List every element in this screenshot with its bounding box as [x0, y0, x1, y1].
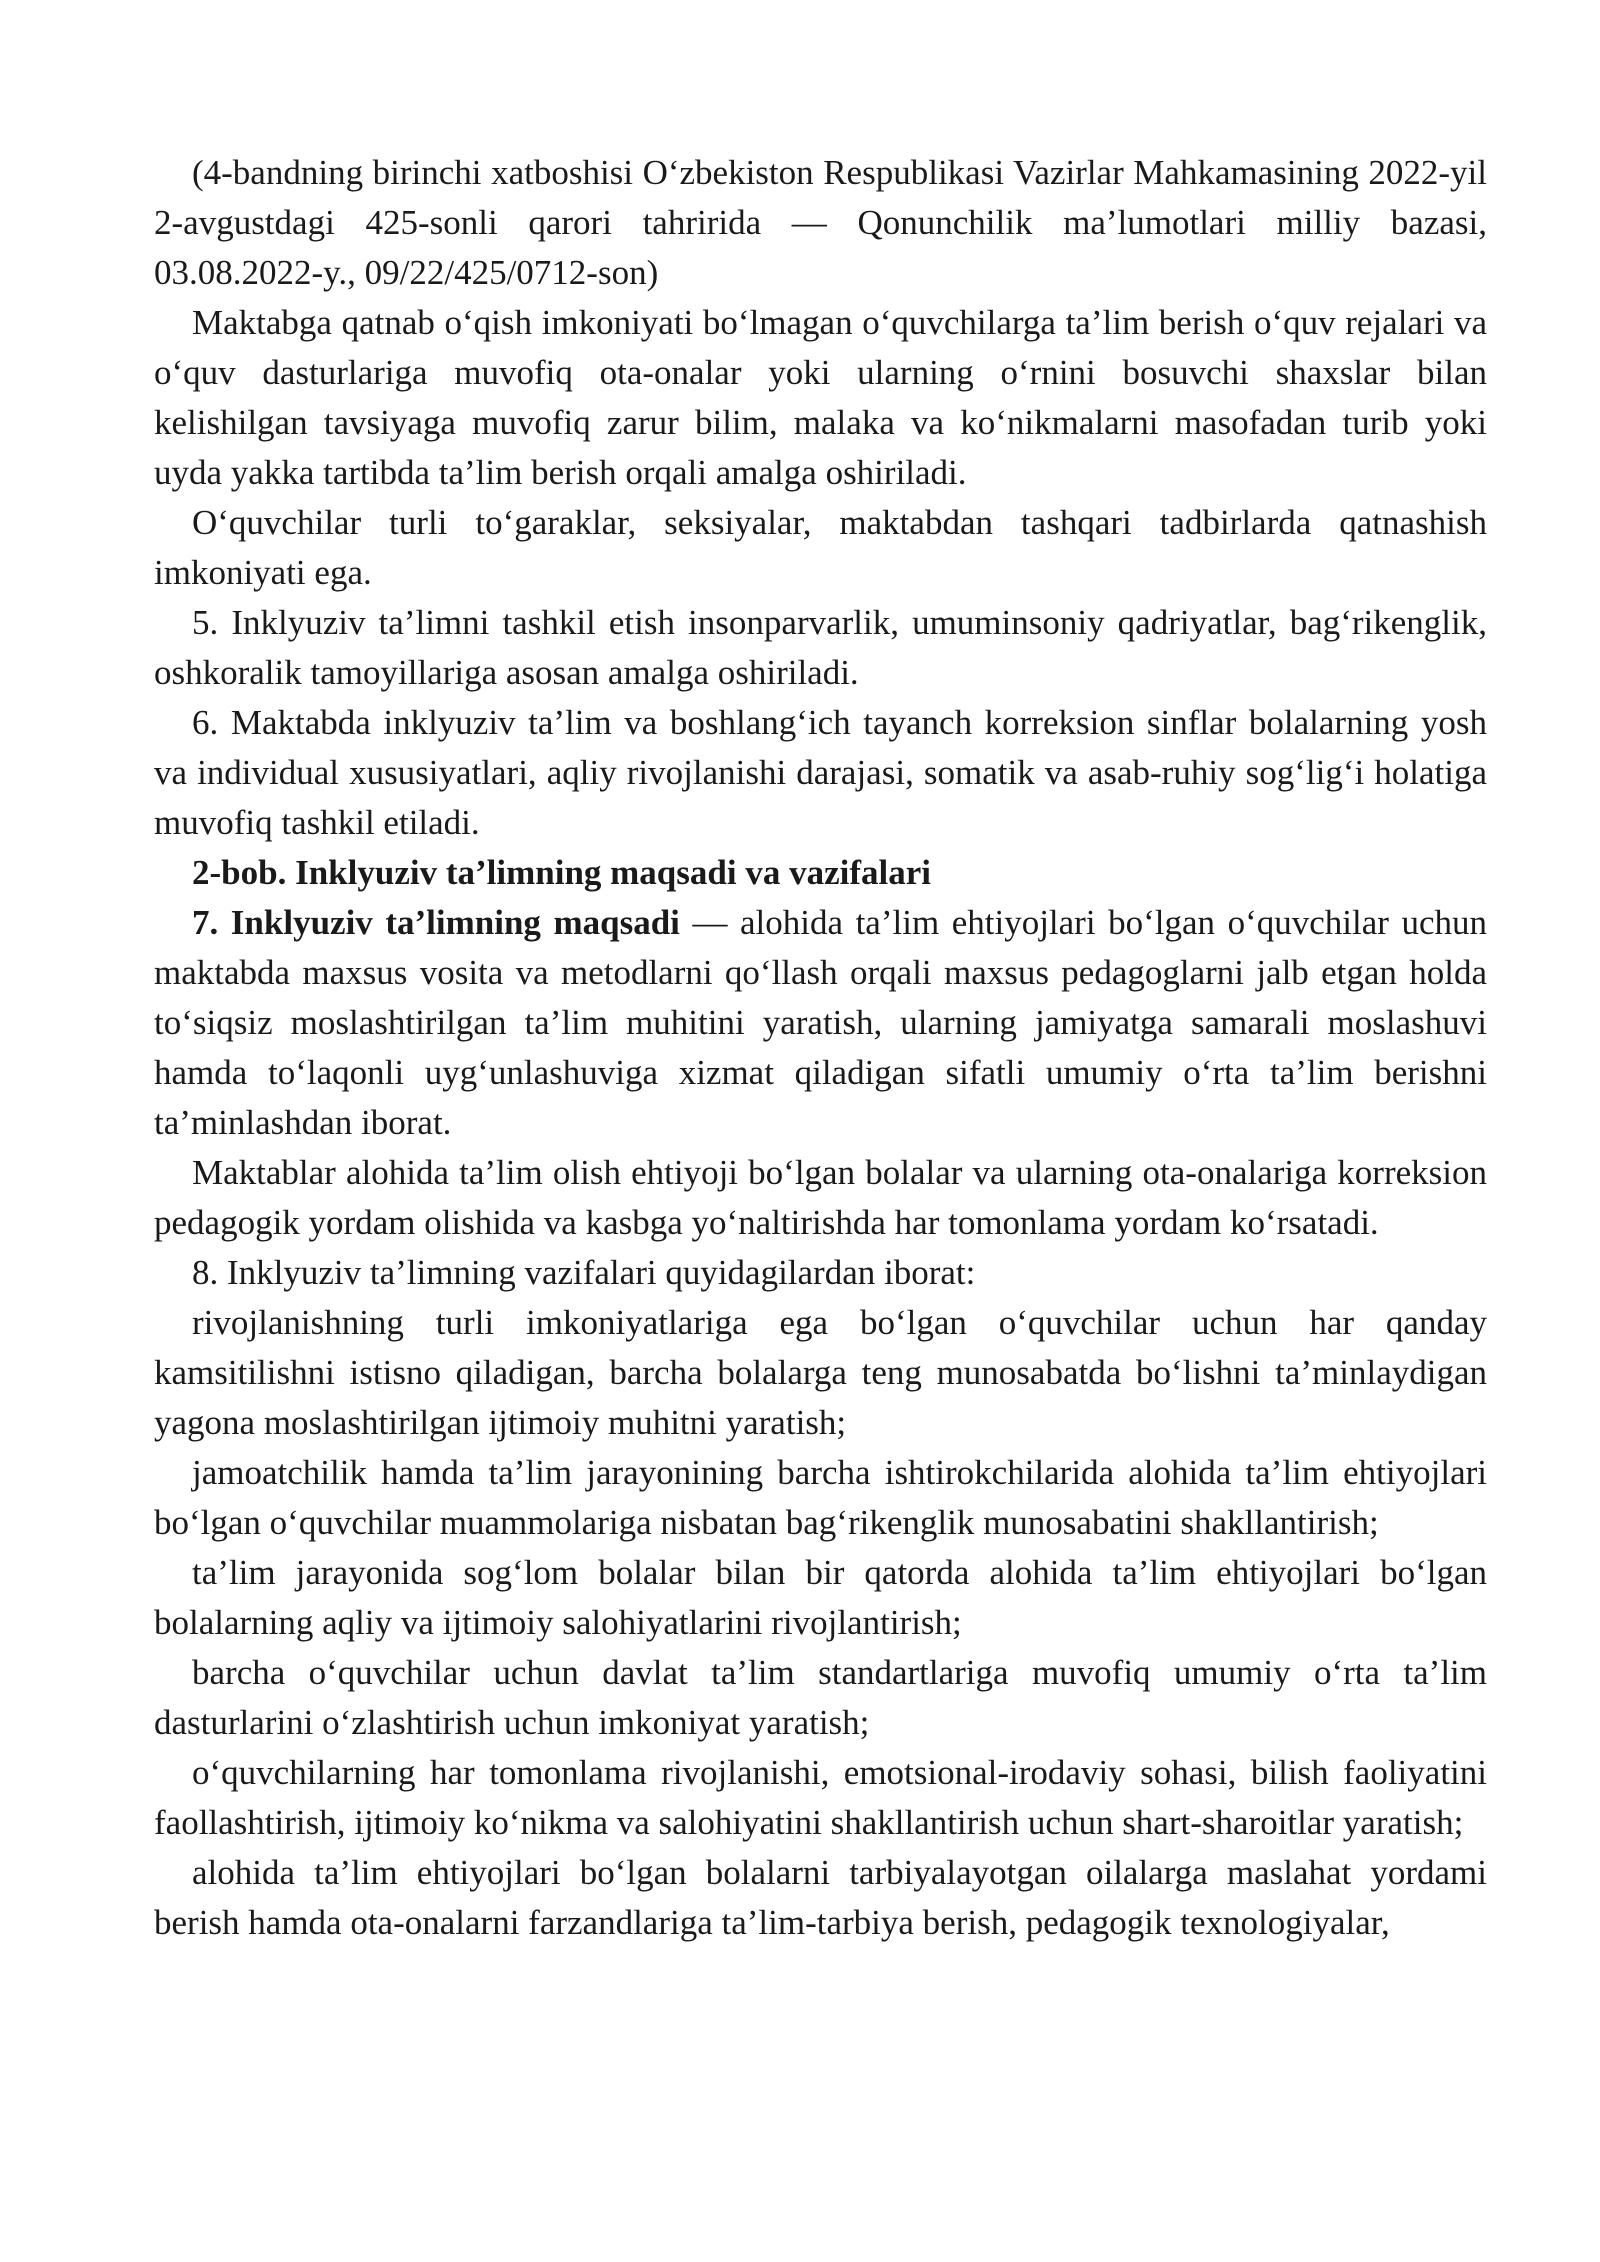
paragraph-text: alohida ta’lim ehtiyojlari bo‘lgan bolalarni tarbiyalayotgan oilalarga maslahat yordami berish hamda ota-onalarni farzandlariga ta’lim-tarbiya berish, pedagogik texnologiyalar, — [154, 1853, 1487, 1942]
paragraph-remote-learning — [154, 298, 1487, 498]
paragraph-item-6 — [154, 698, 1487, 848]
paragraph-text: 5. Inklyuziv ta’limni tashkil etish insonparvarlik, umuminsoniy qadriyatlar, bag‘rikenglik, oshkoralik tamoyillariga asosan amalga oshiriladi. — [154, 603, 1487, 692]
paragraph-text: 6. Maktabda inklyuziv ta’lim va boshlang‘ich tayanch korreksion sinflar bolalarning yosh va individual xususiyatlari, aqliy rivojlanishi darajasi, somatik va asab-ruhiy sog‘lig‘i holatiga muvofiq tashkil etiladi. — [154, 703, 1487, 842]
list-item-task — [154, 1848, 1487, 1948]
bold-term: 7. Inklyuziv ta’limning maqsadi — [192, 903, 680, 942]
paragraph-item-8 — [154, 1248, 1487, 1298]
paragraph-school-support — [154, 1148, 1487, 1248]
heading-text: 2-bob. Inklyuziv ta’limning maqsadi va vazifalari — [192, 853, 931, 892]
paragraph-text: jamoatchilik hamda ta’lim jarayonining barcha ishtirokchilarida alohida ta’lim ehtiyojlari bo‘lgan o‘quvchilar muammolariga nisbatan bag‘rikenglik munosabatini shakllantirish; — [154, 1453, 1487, 1542]
paragraph-item-5 — [154, 598, 1487, 698]
list-item-task — [154, 1548, 1487, 1648]
paragraph-text: rivojlanishning turli imkoniyatlariga ega bo‘lgan o‘quvchilar uchun har qanday kamsitilishni istisno qiladigan, barcha bolalarga teng munosabatda bo‘lishni ta’minlaydigan yagona moslashtirilgan ijtimoiy muhitni yaratish; — [154, 1303, 1487, 1442]
paragraph-text: Maktabga qatnab o‘qish imkoniyati bo‘lmagan o‘quvchilarga ta’lim berish o‘quv rejalari va o‘quv dasturlariga muvofiq ota-onalar yoki ularning o‘rnini bosuvchi shaxslar bilan kelishilgan tavsiyaga muvofiq zarur bilim, malaka va ko‘nikmalarni masofadan turib yoki uyda yakka tartibda ta’lim berish orqali amalga oshiriladi. — [154, 303, 1487, 492]
paragraph-amendment-note — [154, 148, 1487, 298]
paragraph-text: O‘quvchilar turli to‘garaklar, seksiyalar, maktabdan tashqari tadbirlarda qatnashish imkoniyati ega. — [154, 503, 1487, 592]
paragraph-item-7 — [154, 898, 1487, 1148]
list-item-task — [154, 1648, 1487, 1748]
paragraph-text: Maktablar alohida ta’lim olish ehtiyoji bo‘lgan bolalar va ularning ota-onalariga korreksion pedagogik yordam olishida va kasbga yo‘naltirishda har tomonlama yordam ko‘rsatadi. — [154, 1153, 1487, 1242]
list-item-task — [154, 1298, 1487, 1448]
list-item-task — [154, 1448, 1487, 1548]
list-item-task — [154, 1748, 1487, 1848]
paragraph-text: o‘quvchilarning har tomonlama rivojlanishi, emotsional-irodaviy sohasi, bilish faoliyatini faollashtirish, ijtimoiy ko‘nikma va salohiyatini shakllantirish uchun shart-sharoitlar yaratish; — [154, 1753, 1487, 1842]
paragraph-text: (4-bandning birinchi xatboshisi O‘zbekiston Respublikasi Vazirlar Mahkamasining 2022-yil 2-avgustdagi 425-sonli qarori tahririda — Qonunchilik ma’lumotlari milliy bazasi, 03.08.2022-y., 09/22/425/0712-son) — [154, 153, 1487, 292]
paragraph-text: — alohida ta’lim ehtiyojlari bo‘lgan o‘quvchilar uchun maktabda maxsus vosita va metodlarni qo‘llash orqali maxsus pedagoglarni jalb etgan holda to‘siqsiz moslashtirilgan ta’lim muhitini yaratish, ularning jamiyatga samarali moslashuvi hamda to‘laqonli uyg‘unlashuviga xizmat qiladigan sifatli umumiy o‘rta ta’lim berishni ta’minlashdan iborat. — [154, 903, 1487, 1142]
paragraph-text: 8. Inklyuziv ta’limning vazifalari quyidagilardan iborat: — [192, 1253, 976, 1292]
paragraph-text: ta’lim jarayonida sog‘lom bolalar bilan bir qatorda alohida ta’lim ehtiyojlari bo‘lgan bolalarning aqliy va ijtimoiy salohiyatlarini rivojlantirish; — [154, 1553, 1487, 1642]
paragraph-extracurricular — [154, 498, 1487, 598]
document-page — [154, 148, 1487, 1948]
chapter-heading — [154, 848, 1487, 898]
paragraph-text: barcha o‘quvchilar uchun davlat ta’lim standartlariga muvofiq umumiy o‘rta ta’lim dasturlarini o‘zlashtirish uchun imkoniyat yaratish; — [154, 1653, 1487, 1742]
